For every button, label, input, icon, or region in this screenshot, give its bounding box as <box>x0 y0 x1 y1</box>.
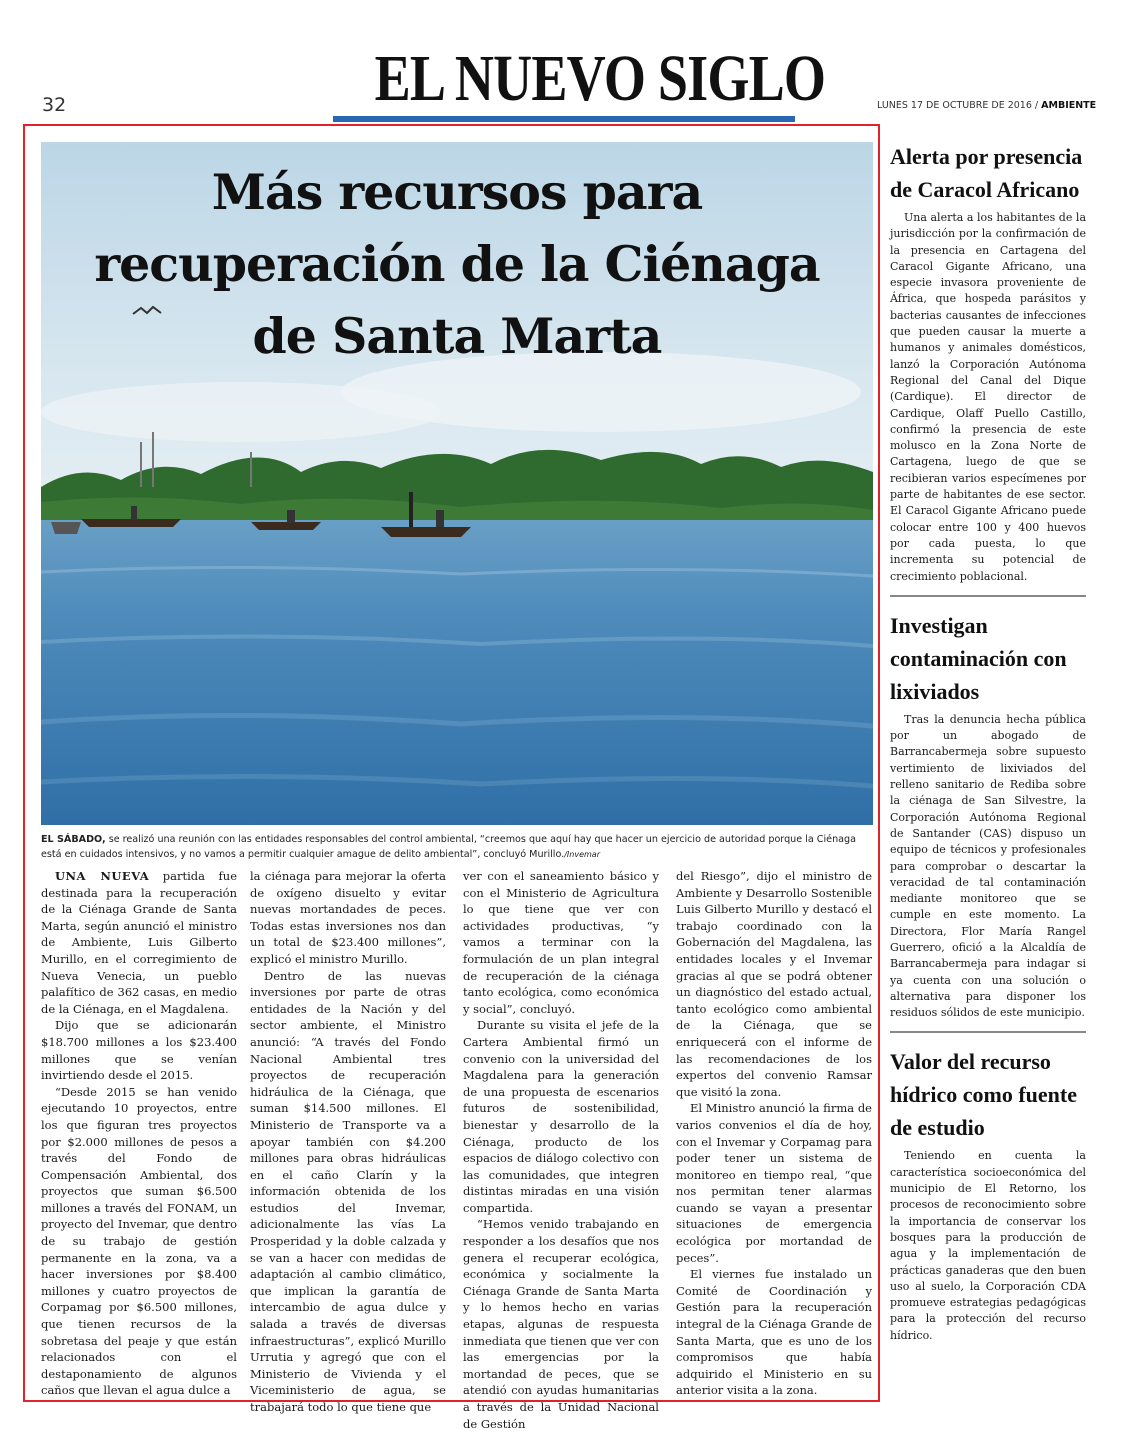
paragraph: ver con el saneamiento básico y con el Ministerio de Agricultura lo que tiene que ver con actividades productivas, “y vamos a terminar con la formulación de un plan integral de recuperación de la ciénaga tanto ecológica, como económica y social”, concluyó. <box>463 869 659 1016</box>
headline-line-2: recuperación de la Ciénaga <box>94 235 820 293</box>
article-headline <box>41 156 873 372</box>
paragraph: El Ministro anunció la firma de varios convenios el día de hoy, con el Invemar y Corpamag para poder tener un sistema de monitoreo en tiempo real, “que nos permitan tener alarmas cuando se vayan a presentar situaciones de emergencia ecológica por mortandad de peces”. <box>676 1101 872 1265</box>
headline-line-1: Más recursos para <box>211 163 703 221</box>
headline-line-3: de Santa Marta <box>252 307 662 365</box>
brief-title: Valor del recurso hídrico como fuente de estudio <box>890 1049 1077 1141</box>
divider <box>890 1031 1086 1033</box>
paragraph: Durante su visita el jefe de la Cartera Ambiental firmó un convenio con la universidad del Magdalena para la generación de una propuesta de escenarios futuros de sostenibilidad, bienestar y desarrollo de la Ciénaga, producto de los espacios de diálogo colectivo con las comunidades, que integren distintas miradas en una visión compartida. <box>463 1018 659 1215</box>
brief-text: Tras la denuncia hecha pública por un abogado de Barrancabermeja sobre supuesto vertimiento de lixiviados del relleno sanitario de Rediba sobre la ciénaga de San Silvestre, la Corporación Autónoma Regional de Santander (CAS) dispuso un equipo de técnicos y profesionales para comprobar o descartar la veracidad de tal contaminación mediante monitoreo que se cumple en este momento. La Directora, Flor María Rangel Guerrero, ofició a la Alcaldía de Barrancabermeja para indagar si ya cuenta con una solución o alternativa para disponer los residuos sólidos de este municipio. <box>890 712 1086 1020</box>
lead-words: UNA NUEVA <box>55 869 150 883</box>
paragraph: la ciénaga para mejorar la oferta de oxígeno disuelto y evitar nuevas mortandades de peces. Todas estas inversiones nos dan un total de $23.400 millones”, explicó el ministro Murillo. <box>250 869 446 966</box>
brief-text: Una alerta a los habitantes de la jurisdicción por la confirmación de la presencia en Cartagena del Caracol Gigante Africano, una especie invasora proveniente de África, que hospeda parásitos y bacterias causantes de infecciones que pueden causar la muerte a humanos y animales domésticos, lanzó la Corporación Autónoma Regional del Canal del Dique (Cardique). El director de Cardique, Olaff Puello Castillo, confirmó la presencia de este molusco en la Zona Norte de Cartagena, luego de que se recibieran varios especímenes por parte de habitantes de ese sector. El Caracol Gigante Africano puede colocar entre 100 y 400 huevos por cada puesta, lo que incrementa su potencial de crecimiento poblacional. <box>890 211 1086 583</box>
photo-caption <box>41 832 873 862</box>
dateline-separator: / <box>1031 100 1042 111</box>
masthead <box>333 42 826 124</box>
news-brief <box>890 609 1086 1022</box>
article-column-1 <box>41 868 237 1398</box>
caption-lead: EL SÁBADO, <box>41 834 106 845</box>
date: LUNES 17 DE OCTUBRE DE 2016 <box>877 100 1032 111</box>
paragraph <box>41 868 237 1017</box>
news-briefs-sidebar <box>890 140 1086 1344</box>
masthead-accent-bar <box>333 116 795 122</box>
brief-title: Investigan contaminación con lixiviados <box>890 612 1067 704</box>
dateline <box>877 100 1097 111</box>
paragraph: del Riesgo”, dijo el ministro de Ambiente y Desarrollo Sostenible Luis Gilberto Murillo y destacó el trabajo coordinado con la Gobernación del Magdalena, las entidades locales y el Invemar gracias al que se podrá obtener un diagnóstico del estado actual, tanto ecológico como ambiental de la Ciénaga, que se enriquecerá con el informe de las recomendaciones de los expertos del convenio Ramsar que visitó la zona. <box>676 869 872 1099</box>
page-number: 32 <box>42 94 67 116</box>
masthead-title: EL NUEVO SIGLO <box>374 42 826 115</box>
news-brief <box>890 140 1086 585</box>
article-column-3 <box>463 868 659 1431</box>
paragraph: Dentro de las nuevas inversiones por parte de otras entidades de la Nación y del sector ambiente, el Ministro anunció: “A través del Fondo Nacional Ambiental tres proyectos de recuperación hidráulica de la Ciénaga, que suman $14.500 millones. El Ministerio de Transporte va a apoyar también con $4.200 millones para obras hidráulicas en el caño Clarín y la información obtenida de los estudios del Invemar, adicionalmente las vías La Prosperidad y la doble calzada y se van a hacer con medidas de adaptación al cambio climático, que implican la garantía de intercambio de agua dulce y salada a través de diversas infraestructuras”, explicó Murillo Urrutia y agregó que con el Ministerio de Vivienda y el Viceministerio de agua, se trabajará todo lo que tiene que <box>250 968 446 1414</box>
article-column-2 <box>250 868 446 1414</box>
divider <box>890 595 1086 597</box>
paragraph: “Hemos venido trabajando en responder a los desafíos que nos genera el recuperar ecológica, económica y socialmente la Ciénaga Grande de Santa Marta y lo hemos hecho en varias etapas, algunas de respuesta inmediata que tienen que ver con las emergencias por la mortandad de peces, que se atendió con ayudas humanitarias a través de la Unidad Nacional de Gestión <box>463 1217 659 1431</box>
paragraph: El viernes fue instalado un Comité de Coordinación y Gestión para la recuperación integral de la Ciénaga Grande de Santa Marta, que es uno de los compromisos que había adquirido el Ministerio en su anterior visita a la zona. <box>676 1267 872 1398</box>
article-column-4 <box>676 868 872 1398</box>
brief-text: Teniendo en cuenta la característica socioeconómica del municipio de El Retorno, los procesos de reconocimiento sobre la importancia de conservar los bosques para la producción de agua y la implementación de prácticas ganaderas que den buen uso al suelo, la Corporación CDA promueve estrategias pedagógicas para la protección del recurso hídrico. <box>890 1149 1086 1342</box>
paragraph: “Desde 2015 se han venido ejecutando 10 proyectos, entre los que figuran tres proyectos por $2.000 millones de pesos a través del Fondo de Compensación Ambiental, dos proyectos que suman $6.500 millones a través del FONAM, un proyecto del Invemar, que dentro de su trabajo de gestión permanente en la zona, va a hacer inversiones por $8.400 millones y cuatro proyectos de Corpamag por $6.500 millones, que tienen recursos de la sobretasa del peaje y que están relacionados con el destaponamiento de algunos caños que llevan el agua dulce a <box>41 1084 237 1398</box>
section-name: AMBIENTE <box>1041 100 1097 111</box>
caption-credit: /Invemar <box>564 850 600 859</box>
brief-title: Alerta por presencia de Caracol Africano <box>890 144 1083 202</box>
paragraph-text: partida fue destinada para la recuperación de la Ciénaga Grande de Santa Marta, según anunció el ministro de Ambiente, Luis Gilberto Murillo, en el corregimiento de Nueva Venecia, un pueblo palafítico de 362 casas, en medio de la Ciénaga, en el Magdalena. <box>41 869 238 1016</box>
news-brief <box>890 1045 1086 1344</box>
paragraph: Dijo que se adicionarán $18.700 millones a los $23.400 millones que se venían invirtiendo desde el 2015. <box>41 1018 237 1083</box>
caption-text: se realizó una reunión con las entidades responsables del control ambiental, “creemos que aquí hay que hacer un ejercicio de autoridad porque la Ciénaga está en cuidados intensivos, y no vamos a permitir cualquier amague de delito ambiental”, concluyó Murillo. <box>41 834 856 860</box>
